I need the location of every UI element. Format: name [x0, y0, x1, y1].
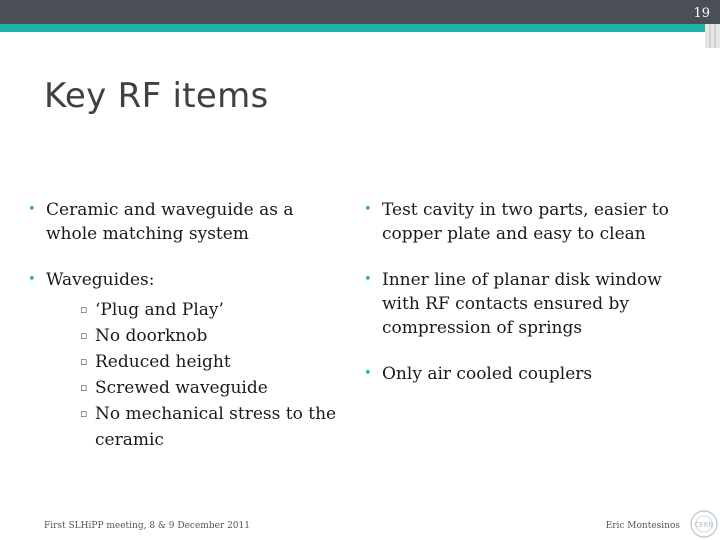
left-column	[28, 198, 348, 453]
bullet-text: Ceramic and waveguide as a whole matching system	[46, 200, 294, 244]
sub-bullet-text: Screwed waveguide	[95, 378, 268, 398]
footer-event: First SLHiPP meeting, 8 & 9 December 2011	[44, 521, 250, 531]
top-bar	[0, 0, 720, 24]
sub-bullet-text: Reduced height	[95, 352, 231, 372]
side-stripe	[705, 24, 720, 48]
bullet-item	[364, 362, 684, 386]
bullet-item	[28, 198, 348, 246]
footer-author: Eric Montesinos	[605, 521, 680, 531]
square-bullet-icon: ▫	[80, 381, 88, 394]
bullet-dot-icon: •	[364, 272, 372, 287]
slide-title: Key RF items	[44, 76, 269, 116]
sub-bullet-list	[46, 297, 348, 453]
accent-bar	[0, 24, 705, 32]
sub-bullet-text: ‘Plug and Play’	[95, 300, 224, 320]
bullet-item	[28, 268, 348, 453]
square-bullet-icon: ▫	[80, 355, 88, 368]
bullet-text: Test cavity in two parts, easier to copper plate and easy to clean	[382, 200, 669, 244]
sub-bullet-text: No mechanical stress to the ceramic	[95, 404, 337, 450]
square-bullet-icon: ▫	[80, 407, 88, 420]
right-column	[364, 198, 684, 386]
bullet-dot-icon: •	[28, 272, 36, 287]
cern-logo-icon	[688, 508, 720, 540]
sub-bullet-item	[46, 401, 345, 453]
bullet-dot-icon: •	[364, 202, 372, 217]
bullet-item	[364, 268, 684, 340]
bullet-item	[364, 198, 684, 246]
sub-bullet-text: No doorknob	[95, 326, 208, 346]
square-bullet-icon: ▫	[80, 329, 88, 342]
logo-text: CERN	[694, 521, 714, 529]
sub-bullet-item	[46, 375, 345, 401]
bullet-dot-icon: •	[28, 202, 36, 217]
bullet-text: Inner line of planar disk window with RF contacts ensured by compression of springs	[382, 270, 662, 338]
slide-number: 19	[693, 6, 710, 21]
sub-bullet-item	[46, 297, 345, 323]
sub-bullet-item	[46, 323, 345, 349]
bullet-text: Only air cooled couplers	[382, 364, 593, 384]
bullet-text: Waveguides:	[46, 270, 155, 290]
bullet-dot-icon: •	[364, 366, 372, 381]
sub-bullet-item	[46, 349, 345, 375]
square-bullet-icon: ▫	[80, 303, 88, 316]
